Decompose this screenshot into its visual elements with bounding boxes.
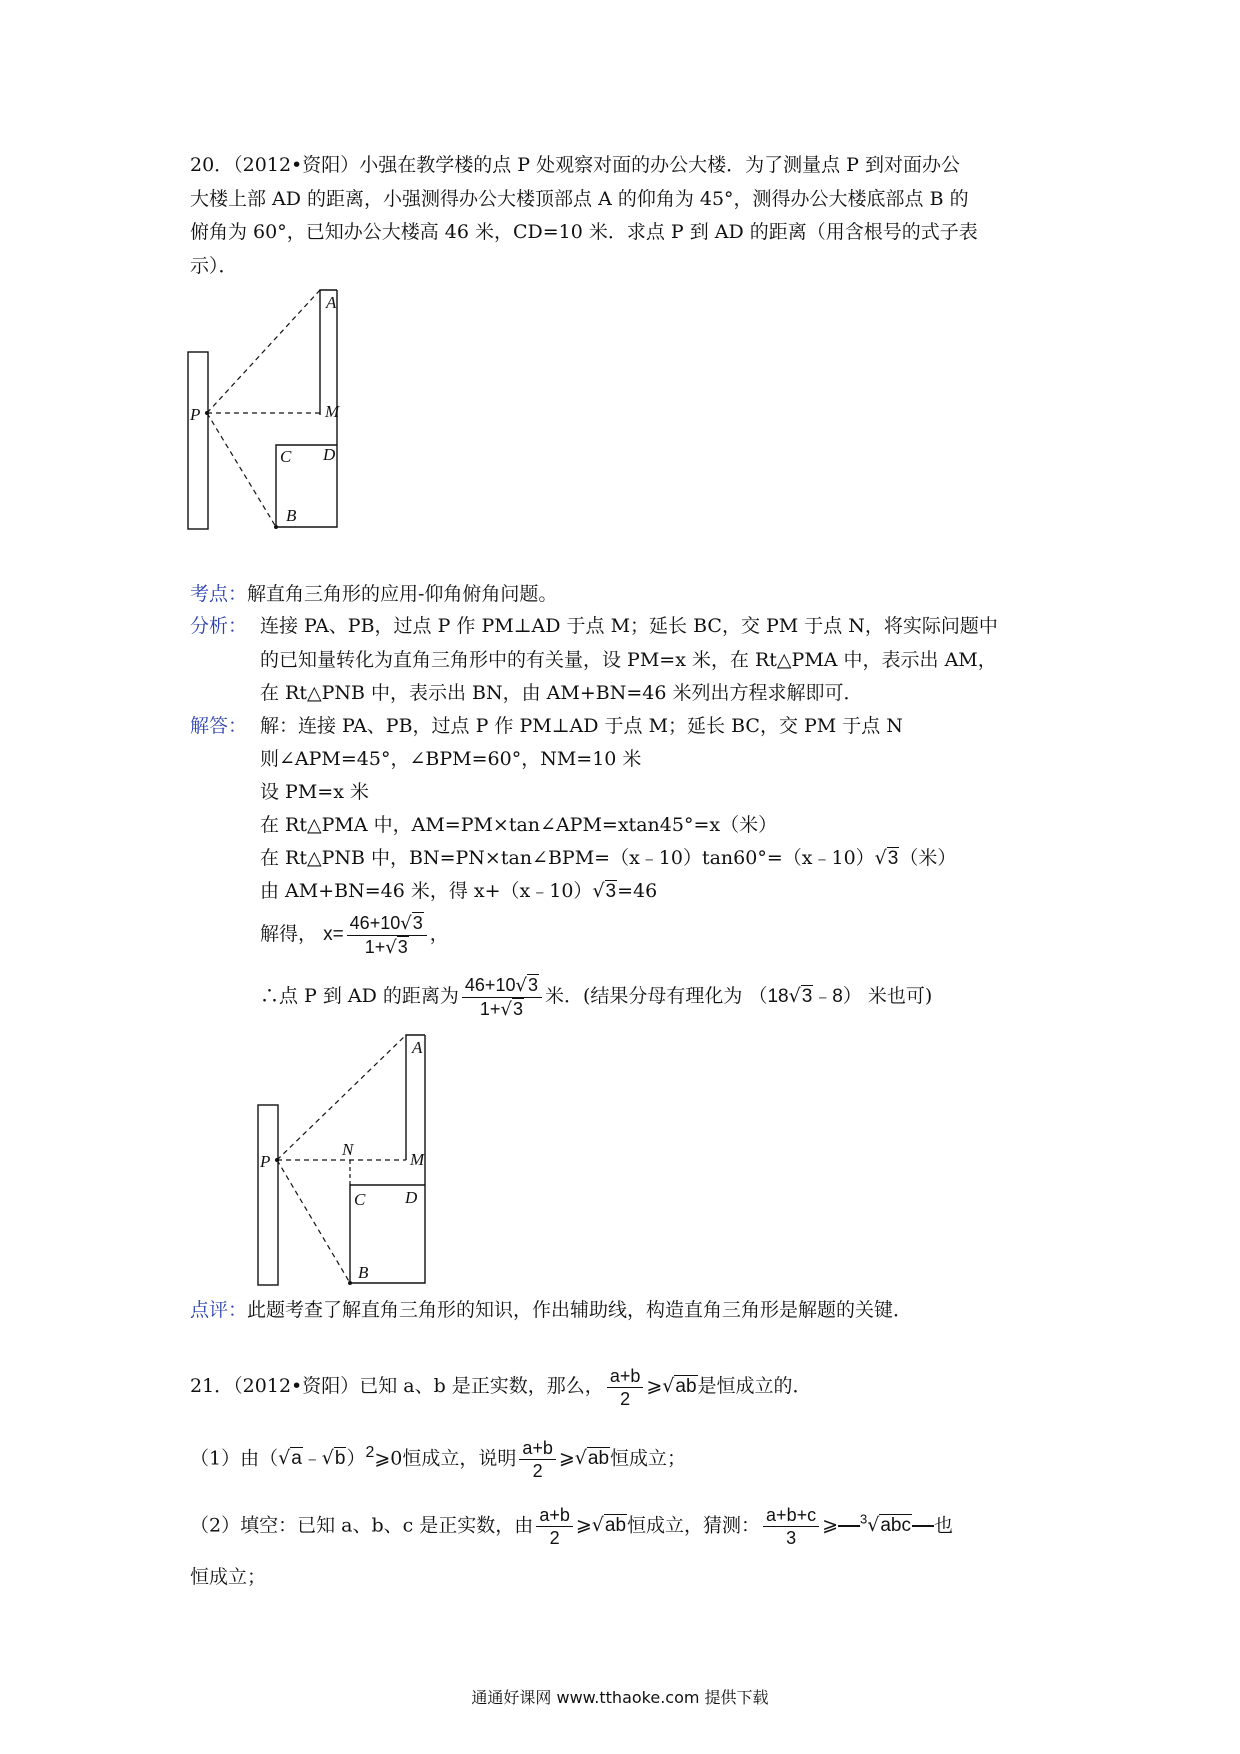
label-p: P <box>190 405 201 424</box>
figure-1 <box>180 280 380 540</box>
ge-sqrt-ab: ⩾√ab <box>558 1447 610 1470</box>
ge-sqrt-ab: ⩾√ab <box>575 1514 627 1537</box>
kaodian-label: 考点： <box>190 583 248 605</box>
label-d: D <box>323 445 336 464</box>
q21-part2-line2: 恒成立； <box>190 1566 267 1588</box>
jieda-label: 解答： <box>190 715 248 737</box>
jieda-line5: 在 Rt△PNB 中，BN=PN×tan∠BPM=（x﹣10）tan60°=（x﹣10）√3（米） <box>260 847 957 869</box>
jieda-line4: 在 Rt△PMA 中，AM=PM×tan∠APM=xtan45°=x（米） <box>260 814 778 836</box>
ab-fraction: $\frac{a+b}{2}$ <box>607 1366 644 1409</box>
kaodian-text: 解直角三角形的应用-仰角俯角问题。 <box>247 583 558 605</box>
kaodian-row <box>190 582 557 606</box>
jieda-line8: ∴点 P 到 AD 的距离为 $\frac{46+10√3}{1+√3}$ 米．(结果分母有理化为 （18√3﹣8） 米也可) <box>260 974 933 1020</box>
q21-part1: （1）由（√a﹣√b）$^2$⩾0恒成立，说明 $\frac{a+b}{2}$ ⩾√ab恒成立； <box>190 1437 687 1481</box>
q20-line3: 俯角为 60°，已知办公大楼高 46 米，CD=10 米．求点 P 到 AD 的距离（用含根号的式子表 <box>190 221 978 243</box>
sqrt3-expr: √3 <box>874 847 899 869</box>
page-footer: 通通好课网 www.tthaoke.com 提供下载 <box>471 1688 769 1707</box>
ab-fraction: $\frac{a+b}{2}$ <box>519 1438 556 1481</box>
abc-fraction: $\frac{a+b+c}{3}$ <box>763 1505 819 1548</box>
distance-fraction: $\frac{46+10√3}{1+√3}$ <box>462 975 542 1020</box>
fenxi-line3: 在 Rt△PNB 中，表示出 BN，由 AM+BN=46 米列出方程求解即可． <box>260 682 863 704</box>
q20-line2: 大楼上部 AD 的距离，小强测得办公大楼顶部点 A 的仰角为 45°，测得办公大楼底部点 B 的 <box>190 188 969 210</box>
label-c: C <box>280 447 292 466</box>
label-a: A <box>412 1038 423 1057</box>
fenxi-label: 分析： <box>190 615 248 637</box>
dianping-row <box>190 1298 912 1322</box>
label-a: A <box>326 293 337 312</box>
label-c: C <box>354 1190 366 1209</box>
q21-part2: （2）填空：已知 a、b、c 是正实数，由 $\frac{a+b}{2}$ ⩾√ab恒成立，猜测： $\frac{a+b+c}{3}$ ⩾ $^3$√abc 也 <box>190 1504 954 1548</box>
sqrt-diff: √a﹣√b <box>278 1447 346 1470</box>
label-m: M <box>410 1150 425 1169</box>
ab-fraction: $\frac{a+b}{2}$ <box>536 1505 573 1548</box>
ge-sqrt-ab: ⩾√ab <box>646 1375 697 1397</box>
label-p: P <box>260 1152 271 1171</box>
sqrt3-expr: √3 <box>592 880 617 902</box>
fenxi-line2: 的已知量转化为直角三角形中的有关量，设 PM=x 米，在 Rt△PMA 中，表示出 AM， <box>260 649 997 671</box>
dianping-text: 此题考查了解直角三角形的知识，作出辅助线，构造直角三角形是解题的关键． <box>247 1299 913 1321</box>
q20-line1: 20．（2012•资阳）小强在教学楼的点 P 处观察对面的办公大楼．为了测量点 P 到对面办公 <box>190 154 960 176</box>
label-m: M <box>325 402 340 421</box>
q20-line4: 示）． <box>190 255 238 277</box>
label-n: N <box>342 1140 354 1159</box>
solution-fraction: $\frac{46+10√3}{1+√3}$ <box>347 913 427 958</box>
jieda-line6: 由 AM+BN=46 米，得 x+（x﹣10）√3=46 <box>260 880 658 902</box>
jieda-line7: 解得， x= $\frac{46+10√3}{1+√3}$ ， <box>260 912 449 958</box>
fenxi-line1: 连接 PA、PB，过点 P 作 PM⊥AD 于点 M；延长 BC，交 PM 于点 N，将实际问题中 <box>260 615 998 637</box>
label-b: B <box>358 1263 369 1282</box>
label-d: D <box>405 1188 418 1207</box>
jieda-line2: 则∠APM=45°，∠BPM=60°，NM=10 米 <box>260 748 642 770</box>
rationalized-expr: （18√3﹣8） <box>748 985 862 1007</box>
q21-line1: 21．（2012•资阳）已知 a、b 是正实数，那么， $\frac{a+b}{2}$ ⩾√ab是恒成立的． <box>190 1365 812 1409</box>
jieda-line1: 解：连接 PA、PB，过点 P 作 PM⊥AD 于点 M；延长 BC，交 PM 于点 N <box>260 715 903 737</box>
ge-cbrt-abc: ⩾ $^3$√abc <box>822 1515 934 1536</box>
figure-2 <box>250 1025 440 1290</box>
label-b: B <box>286 506 297 525</box>
jieda-line3: 设 PM=x 米 <box>260 781 369 803</box>
dianping-label: 点评： <box>190 1299 248 1321</box>
